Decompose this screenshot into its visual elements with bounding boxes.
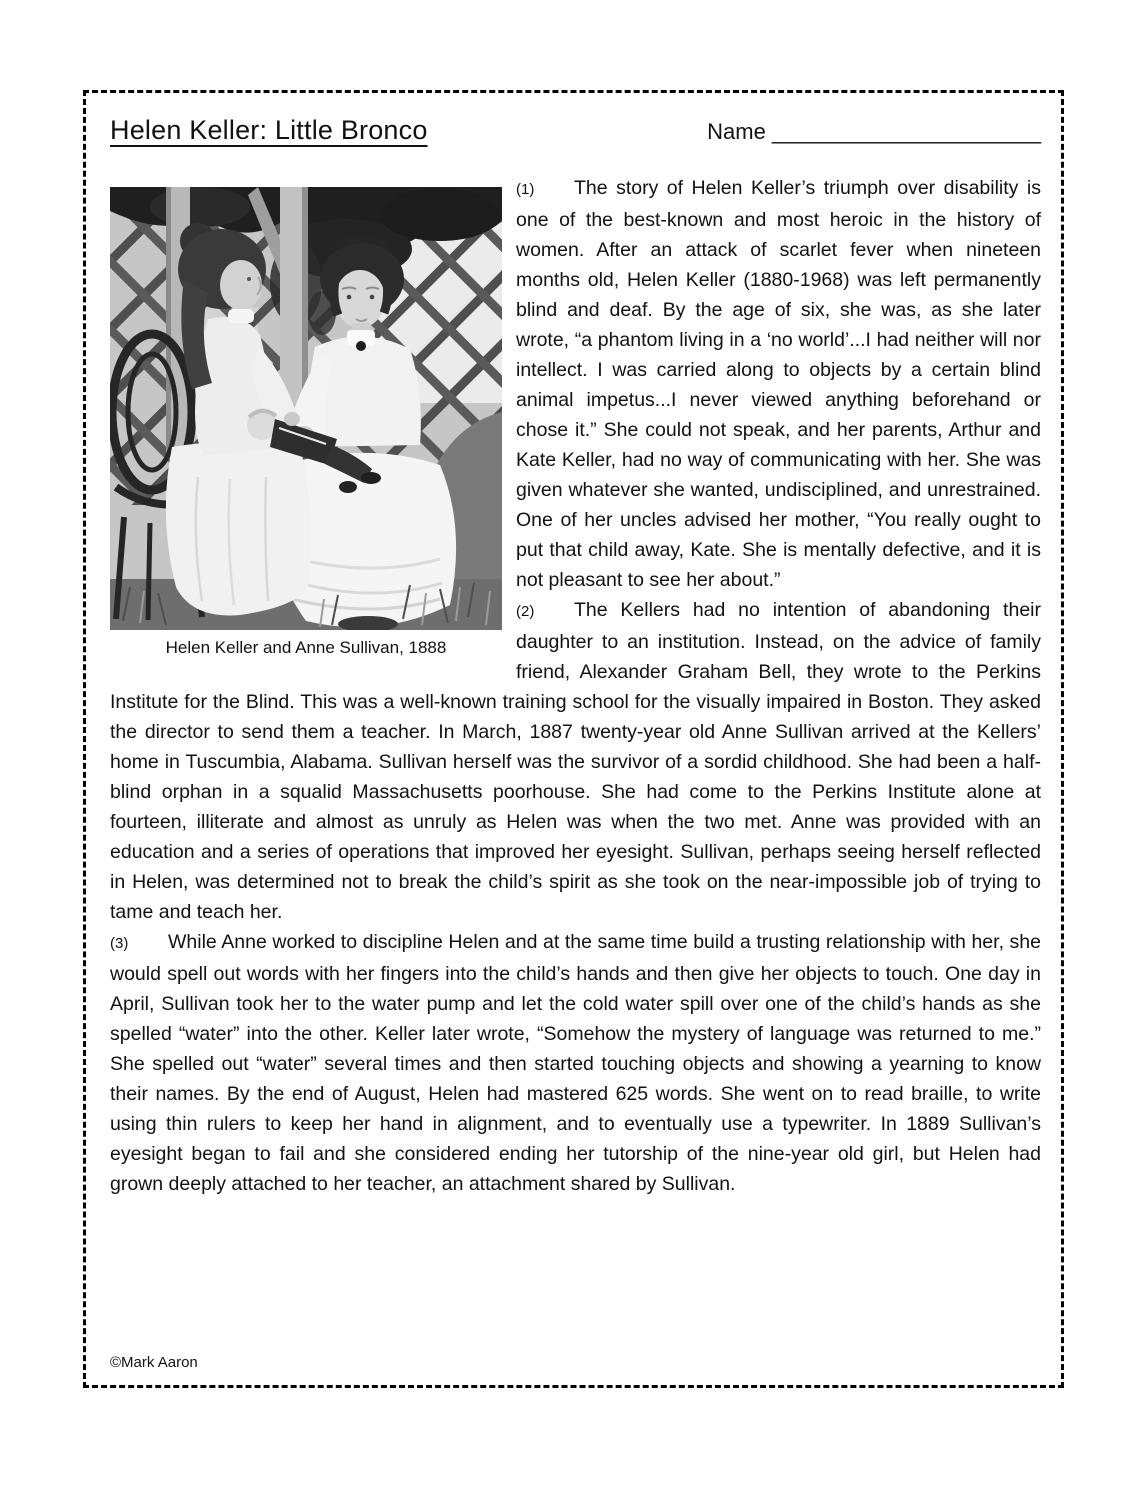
paragraph-1-number: (1) [516,181,535,198]
photo-figure [110,187,502,659]
paragraph-3-number: (3) [110,935,129,952]
passage [110,173,1041,1199]
paragraph-1-text: The story of Helen Keller’s triumph over disability is one of the best-known and most heroic in the history of women. After an attack of scarlet fever when nineteen months old, Helen Keller (1880-1968) was left permanently blind and deaf. By the age of six, she was, as she later wrote, “a phantom living in a ‘no world’...I had neither will nor intellect. I was carried along to objects by a certain blind animal impetus...I never viewed anything beforehand or chose it.” She could not speak, and her parents, Arthur and Kate Keller, had no way of communicating with her. She was given whatever she wanted, undisciplined, and unrestrained. One of her uncles advised her mother, “You really ought to put that child away, Kate. She is mentally defective, and it is not pleasant to see her about.” [516,177,1041,591]
photo-caption: Helen Keller and Anne Sullivan, 1888 [165,638,447,657]
paragraph-3-text: While Anne worked to discipline Helen and at the same time build a trusting relationship with her, she would spell out words with her fingers into the child’s hands and then give her objects to touch. One day in April, Sullivan took her to the water pump and let the cold water spill over one of the child’s hands as she spelled “water” into the other. Keller later wrote, “Somehow the mystery of language was returned to me.” She spelled out “water” several times and then started touching objects and showing a yearning to know their names. By the end of August, Helen had mastered 625 words. She went on to read braille, to write using thin rulers to keep her hand in alignment, and to eventually use a typewriter. In 1889 Sullivan’s eyesight began to fail and she considered ending her tutorship of the nine-year old girl, but Helen had grown deeply attached to her teacher, an attachment shared by Sullivan. [110,931,1041,1195]
paragraph-2-text: The Kellers had no intention of abandoning their daughter to an institution. Instead, on the advice of family friend, Alexander Graham Bell, they wrote to the Perkins Institute for the Blind. This was a well-known training school for the visually impaired in Boston. They asked the director to send them a teacher. In March, 1887 twenty-year old Anne Sullivan arrived at the Kellers’ home in Tuscumbia, Alabama. Sullivan herself was the survivor of a sordid childhood. She had been a half-blind orphan in a squalid Massachusetts poorhouse. She had come to the Perkins Institute alone at fourteen, illiterate and almost as unruly as Helen was when the two met. Anne was provided with an education and a series of operations that improved her eyesight. Sullivan, perhaps seeing herself reflected in Helen, was determined not to break the child’s spirit as she took on the near-impossible job of trying to tame and teach her. [110,599,1041,923]
paragraph-2-number: (2) [516,603,535,620]
page-title: Helen Keller: Little Bronco [110,115,428,145]
dashed-page-border [83,90,1064,1388]
helen-and-anne-photo [110,187,502,630]
name-blank-line[interactable]: ______________________ [771,119,1041,144]
name-field [707,119,1041,145]
copyright-credit: ©Mark Aaron [110,1354,198,1371]
name-label: Name [707,119,766,144]
header [110,113,1041,147]
paragraph-3 [110,927,1041,1199]
